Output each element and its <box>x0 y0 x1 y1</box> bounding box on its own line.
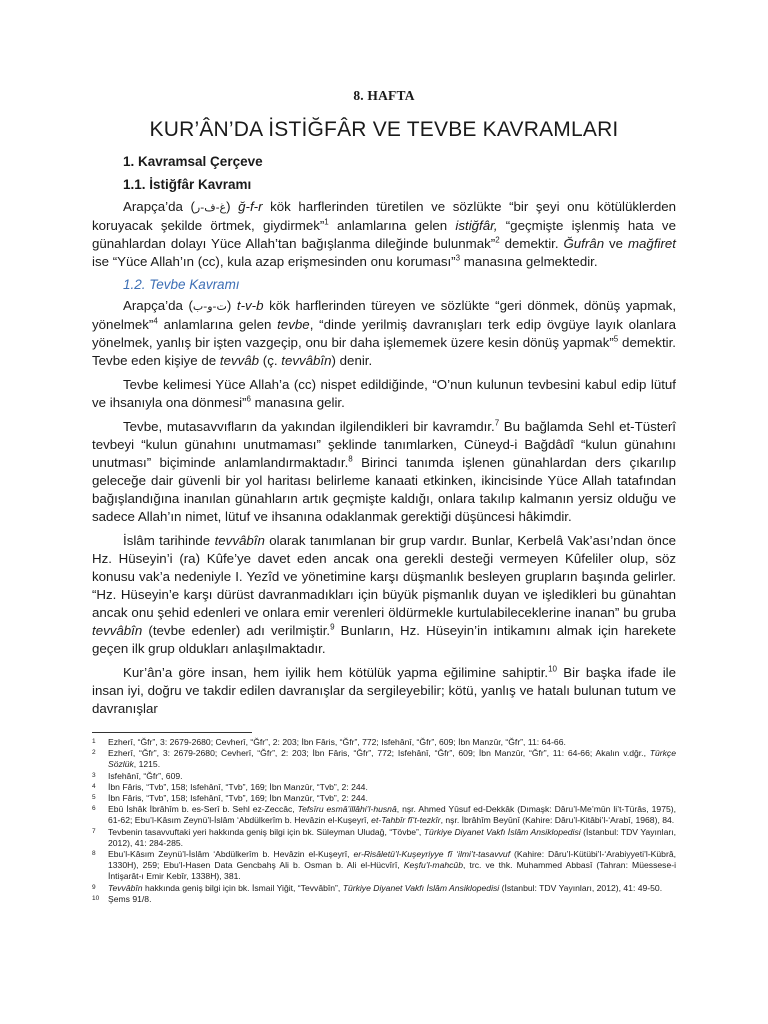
paragraph-tevvabin-history: İslâm tarihinde tevvâbîn olarak tanımlanan bir grup vardır. Bunlar, Kerbelâ Vak’ası’ndan önce Hz. Hüseyin’i (ra) Kûfe’ye davet eden ancak ona gerekli desteği vermeyen Kûfeliler olup, söz konusu vak’a nedeniyle I. Yezîd ve yönetimine karşı düşmanlık besleyen grupların başında gelirler. “Hz. Hüseyin’e karşı dürüst davranmadıkları için büyük pişmanlık duyan ve işledikleri bu günahtan ancak onu şehid edenleri ve onlara emir verenleri öldürmekle kurtulabileceklerine inanan” bu gruba tevvâbîn (tevbe edenler) adı verilmiştir.$^9$ Bunların, Hz. Hüseyin’in intikamını almak için harekete geçen ilk grup oldukları anlaşılmaktadır. <box>92 533 677 656</box>
arabic-root-tvb: ت-و-ب <box>192 300 227 313</box>
term-gufran: Ğufrân <box>563 236 605 251</box>
footnote-4: 4 İbn Fâris, “Tvb”, 158; Isfehânî, “Tvb”, 169; İbn Manzûr, “Tvb”, 2: 244. <box>92 781 368 792</box>
term-tevvabin: tevvâbîn <box>92 623 143 638</box>
footnote-5: 5 İbn Fâris, “Tvb”, 158; Isfehânî, “Tvb”, 169; İbn Manzûr, “Tvb”, 2: 244. <box>92 793 368 804</box>
footnote-ref-5: 5 <box>613 334 619 344</box>
footnote-3: 3 Isfehânî, “Ğfr”, 609. <box>92 770 183 781</box>
footnote-ref-7: 7 <box>494 418 500 428</box>
root-transliteration: ğ-f-r <box>238 199 263 214</box>
term-tevvab: tevvâb <box>219 353 260 368</box>
footnote-ref-4: 4 <box>153 316 158 326</box>
page-title: KUR’ÂN’DA İSTİĞFÂR VE TEVBE KAVRAMLARI <box>149 118 619 141</box>
footnote-ref-1: 1 <box>324 217 329 227</box>
footnote-2: 2 Ezherî, “Ğfr”, 3: 2679-2680; Cevherî, “Ğfr”, 2: 203; İbn Fâris, “Ğfr”, 772; Isfehânî, “Ğfr”, 609; İbn Manzûr, “Ğfr”, 11: 64-66; Akalın v.dğr., Türkçe Sözlük, 1215. <box>92 748 676 770</box>
section-heading-istigfar: 1.1. İstiğfâr Kavramı <box>123 177 252 192</box>
section-heading-conceptual-framework: 1. Kavramsal Çerçeve <box>123 154 263 169</box>
footnote-9: 9 Tevvâbîn hakkında geniş bilgi için bk. İsmail Yiğit, “Tevvâbîn”, Türkiye Diyanet Vakfı İslâm Ansiklopedisi (İstanbul: TDV Yayınları, 2012), 41: 49-50. <box>92 882 663 893</box>
footnote-10: 10 Şems 91/8. <box>92 893 152 904</box>
paragraph-tevbe-sufism: Tevbe, mutasavvıfların da yakından ilgilendikleri bir kavramdır.$^7$ Bu bağlamda Sehl et-Tüsterî tevbeyi “kulun günahını unutmaması” şeklinde tanımlarken, Cüneyd-i Bağdâdî “kulun günahını unutması” biçiminde anlamlandırmaktadır.$^8$ Birinci tanımda işlenen günahlardan ders çıkarılıp geleceğe dair güvenli bir yol haritası belirleme kanaati etkinken, ikincisinde Yüce Allah tatafından bağışlandığına inanılan günahların artık geçmişte kaldığı, onlara takılıp kalmanın yersiz olduğu ve sadece Allah’ın nimet, lütuf ve ihsanına odaklanmak gerektiği düşüncesi hâkimdir. <box>92 418 676 524</box>
paragraph-istigfar-definition: Arapça’da (غ-ف-ر) ğ-f-r kök harflerinden türetilen ve sözlükte “bir şeyi onu kötülüklerden koruyacak şekilde örtmek, giydirmek”$^1$ anlamlarına gelen istiğfâr, “geçmişte işlenmiş hata ve günahlardan dolayı Yüce Allah’tan bağışlanma dileğinde bulunmak”$^2$ demektir. Ğufrân ve mağfiret ise “Yüce Allah’ın (cc), kula azap erişmesinden onu koruması”$^3$ manasına gelmektedir. <box>92 199 677 269</box>
paragraph-human-nature: Kur’ân’a göre insan, hem iyilik hem kötülük yapma eğilimine sahiptir.$^{10}$ Bir başka ifade ile insan iyi, doğru ve takdir edilen davranışlar da sergileyebilir; kötü, yanlış ve hatalı bulunan tutum ve davranışlar <box>92 664 676 716</box>
week-heading: 8. HAFTA <box>353 88 415 103</box>
term-tevbe: tevbe <box>277 317 310 332</box>
footnote-ref-8: 8 <box>348 454 353 464</box>
footnote-ref-9: 9 <box>330 622 335 632</box>
arabic-root-gfr: غ-ف-ر <box>194 201 227 214</box>
footnote-6: 6 Ebû İshâk İbrâhîm b. es-Serî b. Sehl ez-Zeccâc, Tefsîru esmâ’illâhi’l-husnâ, nşr. Ahmed Yûsuf ed-Dekkâk (Dımaşk: Dâru’l-Me’mûn li’t-Türâs, 1975), 61-62; Ebu’l-Kâsım Zeynü’l-İslâm ‘Abdülkerîm b. Hevâzin el-Kuşeyrî, et-Tahbîr fî’t-tezkîr, nşr. İbrâhîm Beyûnî (Kahire: Dâru’l-Kitâbi’l-‘Arabî, 1968), 84. <box>92 804 677 826</box>
section-heading-tevbe: 1.2. Tevbe Kavramı <box>123 277 240 292</box>
footnote-8: 8 Ebu’l-Kâsım Zeynü’l-İslâm ‘Abdülkerîm b. Hevâzin el-Kuşeyrî, er-Risâletü’l-Kuşeyriyye fî ‘ilmi’t-tasavvuf (Kahire: Dâru’l-Kütübi’l-‘Arabiyyeti’l-Kübrâ, 1330H), 259; Ebu’l-Hasen Data Gencbahş Ali b. Osman b. Ali el-Hücvîrî, Keşfu’l-mahcûb, trc. ve thk. Muhammed Abbasî (Tahran: Müessese-i İntişarât-ı Emir Kebîr, 1338H), 381. <box>92 849 676 882</box>
term-istigfar: istiğfâr, <box>455 218 498 233</box>
footnote-ref-3: 3 <box>455 253 461 263</box>
paragraph-tevbe-definition: Arapça’da (ت-و-ب) t-v-b kök harflerinden türeyen ve sözlükte “geri dönmek, dönüş yapmak, yönelmek”$^4$ anlamlarına gelen tevbe, “dinde yerilmiş davranışları terk edip övgüye layık olanlara yönelmek, yanlış bir işten vazgeçip, onu bir daha işlememek üzere kesin dönüş yapmak”$^5$ demektir. Tevbe eden kişiye de tevvâb (ç. tevvâbîn) denir. <box>92 298 677 368</box>
footnote-7: 7 Tevbenin tasavvuftaki yeri hakkında geniş bilgi için bk. Süleyman Uludağ, “Tövbe”, Türkiye Diyanet Vakfı İslâm Ansiklopedisi (İstanbul: TDV Yayınları, 2012), 41: 284-285. <box>92 826 676 848</box>
root-transliteration: t-v-b <box>236 298 264 313</box>
footnote-1: 1 Ezherî, “Ğfr”, 3: 2679-2680; Cevherî, “Ğfr”, 2: 203; İbn Fâris, “Ğfr”, 772; Isfehânî, “Ğfr”, 609; İbn Manzûr, “Ğfr”, 11: 64-66. <box>92 737 566 747</box>
footnote-separator <box>92 732 252 733</box>
term-magfiret: mağfiret <box>627 236 676 251</box>
term-tevvabin: tevvâbîn <box>281 353 332 368</box>
paragraph-tevbe-allah: Tevbe kelimesi Yüce Allah’a (cc) nispet edildiğinde, “O’nun kulunun tevbesini kabul edip lütuf ve ihsanıyla ona dönmesi”$^6$ manasına gelir. <box>92 377 676 410</box>
footnote-ref-2: 2 <box>495 235 500 245</box>
footnote-ref-6: 6 <box>246 394 251 404</box>
footnote-ref-10: 10 <box>548 664 557 674</box>
term-tevvabin: tevvâbîn <box>214 533 265 548</box>
